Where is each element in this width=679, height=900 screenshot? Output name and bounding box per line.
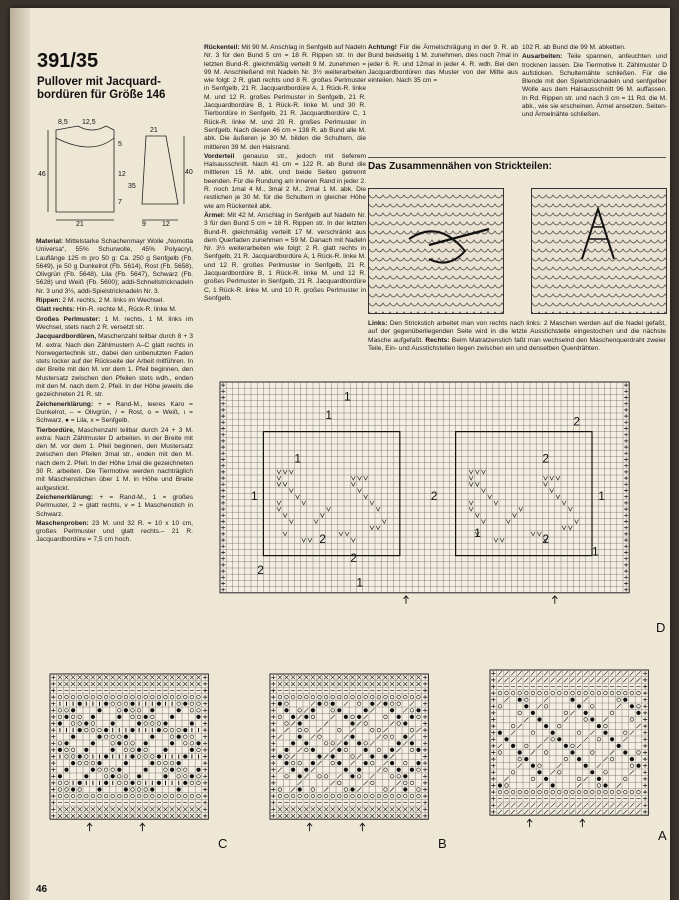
schema-label: 35 (128, 183, 136, 190)
text-column-instructions (204, 44, 366, 304)
pattern-number: 391/35 (37, 50, 99, 72)
paragraph-text: Maschenzahl teilbar durch 8 + 3 M. extra: Nach den Zählmustern A–C glatt rechts in Norwegertechnik str., dabei den unbenutzten Faden stets locker auf der Rückseite der Arbeit mitführen. In der Breite mit den M. vor dem 1. Pfeil beginnen, den Mustersatz zwischen den Pfeilen stets wdh., enden mit den M. nach dem 2. Pfeil. In der Höhe jeweils die gezeichneten 21 R. str. (36, 333, 193, 399)
chart-d-mark: 1 (344, 389, 351, 404)
sewing-illustration-left (368, 188, 504, 314)
paragraph (204, 212, 366, 303)
paragraph-text: Maschenzahl teilbar durch 24 + 3 M. extra: Nach Zählmuster D arbeiten. In der Breite mit den M. vor dem 1. Pfeil beginnen, den Mustersatz zwischen den Pfeilen 3mal str., enden mit den M. nach dem 2. Pfeil. In der Höhe 1mal die gezeichneten 30 R. arbeiten. Die Tiermotive werden nachträglich mit Maschenstichen über 1 M. in Höhe und Breite aufgestickt. (36, 426, 193, 492)
chart-d-mark: 2 (257, 563, 264, 578)
paragraph-heading: Glatt rechts: (36, 306, 75, 314)
schema-label: 5 (118, 141, 122, 148)
paragraph-heading: Zeichenerklärung: (36, 493, 94, 501)
paragraph-heading: Ärmel: (204, 211, 225, 219)
paragraph (36, 401, 193, 426)
paragraph-text: 1 M. rechts, 1 M. links im Wechsel, stets nach 2 R. versetzt str. (36, 315, 194, 331)
magazine-page (10, 8, 670, 900)
paragraph-heading: Rippen: (36, 297, 61, 305)
caption-left-text: Den Strickstich arbeitet man von rechts nach links: 2 Maschen werden auf die Nadel gefaßt, auf der gegenüberliegenden Seite wird in die letzte Ausstichstelle eingestochen und die nächste Masche aufgefaßt. (368, 320, 666, 344)
paragraph (204, 44, 366, 152)
paragraph-heading: Großes Perlmuster: (36, 315, 101, 323)
paragraph (522, 44, 667, 52)
chart-a-jacquard (488, 668, 654, 852)
page-number: 46 (36, 884, 48, 895)
chart-c-jacquard (48, 672, 214, 852)
schema-label: 46 (38, 171, 46, 178)
text-column-materials (36, 238, 193, 546)
paragraph-heading: Material: (36, 238, 64, 245)
chart-c-label: C (218, 836, 228, 851)
caption-right-label: Rechts: (425, 336, 450, 344)
chart-d-mark: 2 (430, 488, 438, 503)
chart-d-mark: 1 (251, 488, 258, 503)
paragraph-heading: Tierbordüre, (36, 426, 75, 434)
paragraph-heading: Maschenproben: (36, 519, 89, 527)
chart-d-mark: 1 (592, 544, 599, 559)
chart-d-mark: 1 (474, 526, 481, 540)
pattern-title: Pullover mit Jacquard-bordüren für Größe 146 (37, 76, 166, 101)
chart-b-label: B (438, 836, 447, 851)
caption-right-text: Beim Matratzenstich faßt man wechselnd den Maschenquerdraht zweier Teile, Ein- und Ausstichstellen liegen zwischen ein und denselben Querdrähten. (368, 336, 666, 352)
paragraph-text: 23 M. und 32 R. = 10 x 10 cm, großes Perlmuster und glatt rechts.– 21 R. Jacquardbordüre = 7,5 cm hoch. (36, 519, 193, 544)
page-spine-shadow (10, 8, 30, 900)
schema-label: 12 (162, 221, 170, 226)
chart-d-mark: 2 (542, 451, 550, 466)
sizing-schematic (34, 116, 194, 226)
paragraph-heading: Vorderteil (204, 152, 235, 160)
paragraph (36, 297, 193, 305)
sewing-illustration-right (531, 188, 667, 314)
chart-d-mark: 2 (319, 532, 326, 547)
paragraph-text: genauso str., jedoch mit tieferem Halsausschnitt. Nach 41 cm = 122 R. ab Bund die mittleren 15 M. abk. und beide Seiten getrennt beenden. Für die Rundung am inneren Rand in jeder 2. R. noch 1mal 4 M., 3mal 2 M., 2mal 1 M. abk. Die restlichen je 30 M. für die Schultern in gleicher Höhe wie am Rückenteil abk. (204, 152, 366, 210)
paragraph (204, 153, 366, 211)
chart-d-label: D (656, 620, 666, 635)
schema-label: 12 (118, 171, 126, 178)
paragraph (36, 333, 193, 399)
paragraph-text: Mittelstarke Schachenmayr Wolle „Nomotta Universa“, 55% Schurwolle, 45% Polyacryl, Lauflänge 125 m pro 50 g: Ca. 250 g Senfgelb (Fb. 5649), je 50 g Dunkelrot (Fb. 5614), Rost (Fb. 5658), Olivgrün (Fb. 5648), Lila (Fb. 5647), Schwarz (Fb. 5628) und Weiß (Fb. 5600); addi-Schnellstricknadeln Nr. 3 und 3½, addi-Spielstricknadeln Nr. 3. (36, 238, 193, 295)
paragraph-text: + = Rand-M., 1 = großes Perlmuster, 2 = glatt rechts, v = 1 Maschenstich in Schwarz. (36, 493, 193, 518)
chart-d-mark: 1 (325, 408, 333, 423)
schema-label: 40 (185, 169, 193, 176)
schema-label: 8,5 (58, 119, 68, 126)
paragraph (36, 238, 193, 296)
schema-label: 21 (76, 221, 84, 226)
paragraph (522, 53, 667, 119)
chart-b-jacquard (268, 672, 434, 852)
illustration-caption (368, 320, 666, 353)
schema-label: 12,5 (82, 119, 96, 126)
paragraph-text: Teile spannen, anfeuchten und trocknen lassen. Die Tiermotive lt. Zählmuster D aufsticken. Schulternähte schließen. Für die Blende mit den Spielstricknadeln und senfgelber Wolle aus dem Halsausschnitt 96 M. auffassen. In Rd. Rippen str. und nach 3 cm = 11 Rd. die M. abk., wie sie erscheinen. Ärmel ansetzen. Seiten- und Ärmelnähte schließen. (522, 53, 667, 119)
chart-d-mark: 1 (294, 451, 302, 466)
section-title: Das Zusammennähen von Strickteilen: (368, 161, 552, 172)
paragraph-text: Mit 42 M. Anschlag in Senfgelb auf Nadeln Nr. 3 für den Bund 5 cm = 18 R. Rippen str. In der letzten Bund-R. gleichmäßig verteilt 17 M. verschränkt aus dem Querfaden zunehmen = 59 M. Danach mit Nadeln Nr. 3½ weiterarbeiten wie folgt: 2 R. glatt rechts in Senfgelb, 21 R. Jacquardbordüre A, 1 Rück-R. linke M. und 12 R. großes Perlmuster in Senfgelb, 21 R. Jacquardbordüre B, 1 Rück-R. linke M. und 12 R. großes Perlmuster in Senfgelb, 21 R. Jacquardbordüre C, 1 Rück-R. linke M. und 10 R. großes Perlmuster in Senfgelb. (204, 211, 366, 302)
paragraph-heading: Achtung! (368, 44, 397, 51)
paragraph-text: Für die Ärmelschrägung in der 9. R. ab Bund beidseitig 1 M. zunehmen, dies noch 7mal in jeder 6. R. und 12mal in jeder 4. R. wdh. Bei den Jacquardbordüren das Muster von der Mitte aus einteilen. Nach 35 cm = (368, 44, 518, 85)
paragraph (36, 306, 193, 314)
paragraph-text: 102 R. ab Bund die 99 M. abketten. (522, 44, 626, 51)
paragraph-heading: Ausarbeiten: (522, 53, 563, 61)
schema-label: 21 (150, 127, 158, 134)
paragraph-heading: Rückenteil: (204, 44, 240, 51)
paragraph (36, 494, 193, 519)
chart-d-mark: 2 (542, 532, 550, 547)
paragraph (368, 44, 518, 85)
paragraph-heading: Jacquardbordüren, (36, 333, 97, 341)
section-rule (368, 157, 666, 158)
caption-left-label: Links: (368, 320, 388, 327)
schema-label: 9 (142, 221, 146, 226)
paragraph-text: + = Rand-M., leeres Karo = Dunkelrot, – = Olivgrün, / = Rost, o = Weiß, ı = Schwarz, ● = Lila, x = Senfgelb. (36, 400, 193, 425)
schema-label: 7 (118, 199, 122, 206)
paragraph-heading: Zeichenerklärung: (36, 400, 94, 408)
paragraph (36, 520, 193, 545)
chart-d-mark: 1 (598, 488, 605, 503)
paragraph-text: 2 M. rechts, 2 M. links im Wechsel. (60, 297, 165, 305)
paragraph (36, 427, 193, 493)
paragraph (36, 316, 193, 333)
chart-d-mark: 2 (573, 414, 581, 429)
chart-d-mark: 1 (356, 575, 364, 590)
paragraph-text: Hin-R. rechte M., Rück-R. linke M. (74, 306, 177, 314)
chart-d-mark: 2 (350, 550, 357, 565)
paragraph-text: Mit 90 M. Anschlag in Senfgelb auf Nadeln Nr. 3 für den Bund 5 cm = 18 R. Rippen str. In der letzten Bund-R. gleichmäßig verteilt 9 M. zunehmen = 99 M. Anschließend mit Nadeln Nr. 3½ weiterarbeiten wie folgt: 2 R. glatt rechts und 8 R. großes Perlmuster in Senfgelb, 21 R. Jacquardbordüre A, 1 Rück-R. linke M. und 12 R. großes Perlmuster in Senfgelb, 21 R. Jacquardbordüre B, 1 Rück-R. linke M. und 30 R. Tierbordüre in Senfgelb, 21 R. Jacquardbordüre C, 1 Rück-R. linke M. und 20 R. großes Perlmuster in Senfgelb. Nach diesen 46 cm = 138 R. ab Bund alle M. abk. Die äußeren je 30 M. bilden die Schultern, die mittleren 39 M. den Halsrand. (204, 44, 366, 151)
chart-a-label: A (658, 828, 667, 843)
text-column-finishing (522, 44, 667, 121)
chart-d-animal-border (218, 380, 640, 640)
text-column-sleeves (368, 44, 518, 86)
